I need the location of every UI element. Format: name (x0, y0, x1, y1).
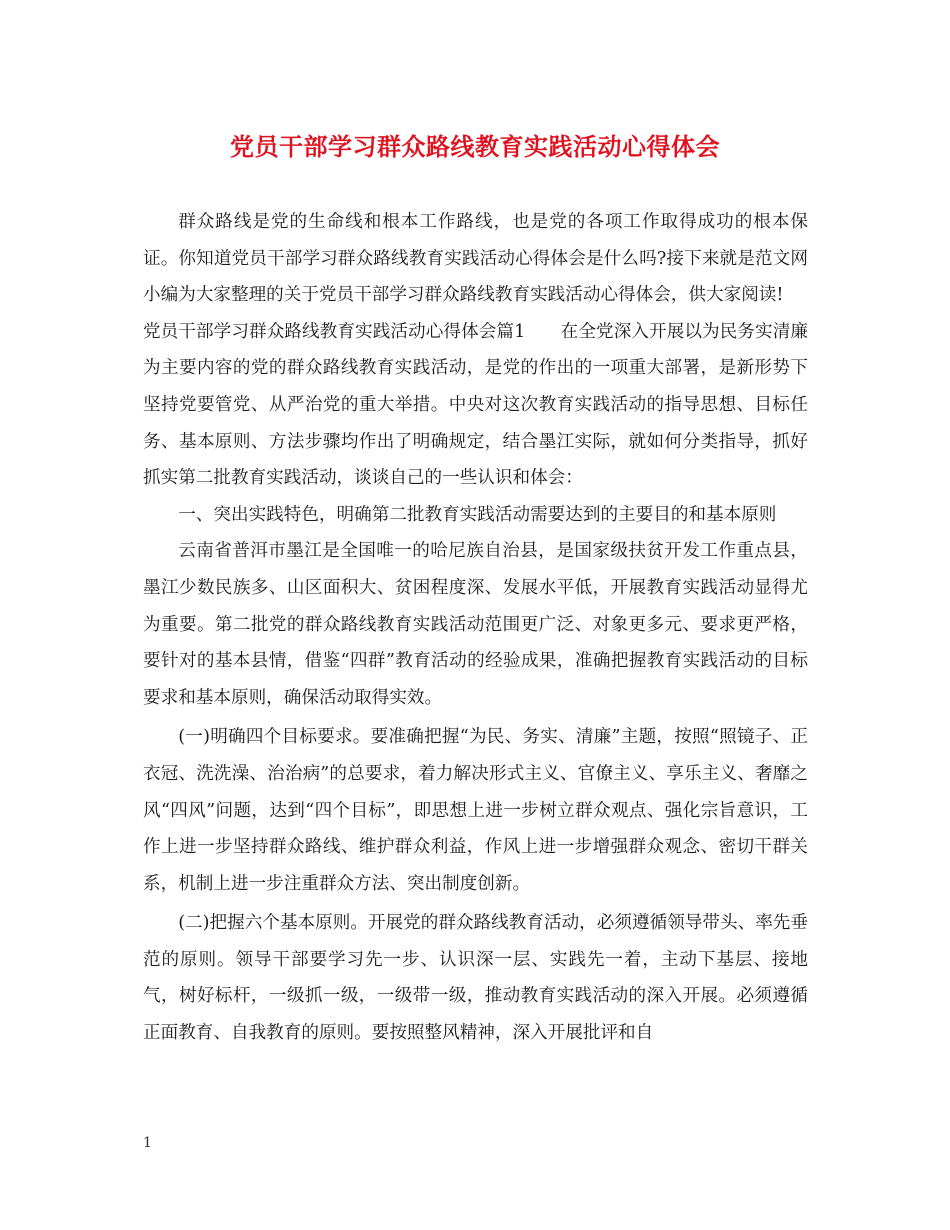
body-paragraph: (二)把握六个基本原则。开展党的群众路线教育活动，必须遵循领导带头、率先垂范的原则。领导干部要学习先一步、认识深一层、实践先一着，主动下基层、接地气，树好标杆，一级抓一级，一级带一级，推动教育实践活动的深入开展。必须遵循正面教育、自我教育的原则。要按照整风精神，深入开展批评和自 (143, 913, 808, 1044)
article-1-paragraph: 党员干部学习群众路线教育实践活动心得体会篇1 在全党深入开展以为民务实清廉为主要内容的党的群众路线教育实践活动，是党的作出的一项重大部署，是新形势下坚持党要管党、从严治党的重大举措。中央对这次教育实践活动的指导思想、目标任务、基本原则、方法步骤均作出了明确规定，结合墨江实际，就如何分类指导，抓好抓实第二批教育实践活动，谈谈自己的一些认识和体会： (143, 321, 808, 489)
section-heading: 一、突出实践特色，明确第二批教育实践活动需要达到的主要目的和基本原则 (178, 504, 777, 525)
document-body (143, 204, 808, 1052)
body-paragraph: (一)明确四个目标要求。要准确把握“为民、务实、清廉”主题，按照“照镜子、正衣冠、洗洗澡、治治病”的总要求，着力解决形式主义、官僚主义、享乐主义、奢靡之风“四风”问题，达到“四个目标”，即思想上进一步树立群众观点、强化宗旨意识，工作上进一步坚持群众路线、维护群众利益，作风上进一步增强群众观念、密切干群关系，机制上进一步注重群众方法、突出制度创新。 (143, 727, 808, 894)
document-title: 党员干部学习群众路线教育实践活动心得体会 (230, 132, 720, 161)
intro-paragraph: 群众路线是党的生命线和根本工作路线，也是党的各项工作取得成功的根本保证。你知道党员干部学习群众路线教育实践活动心得体会是什么吗?接下来就是范文网小编为大家整理的关于党员干部学习群众路线教育实践活动心得体会，供大家阅读! (143, 212, 808, 306)
page-number: 1 (143, 1135, 152, 1151)
body-paragraph: 云南省普洱市墨江是全国唯一的哈尼族自治县，是国家级扶贫开发工作重点县，墨江少数民族多、山区面积大、贫困程度深、发展水平低，开展教育实践活动显得尤为重要。第二批党的群众路线教育实践活动范围更广泛、对象更多元、要求更严格，要针对的基本县情，借鉴“四群”教育活动的经验成果，准确把握教育实践活动的目标要求和基本原则，确保活动取得实效。 (143, 541, 808, 708)
